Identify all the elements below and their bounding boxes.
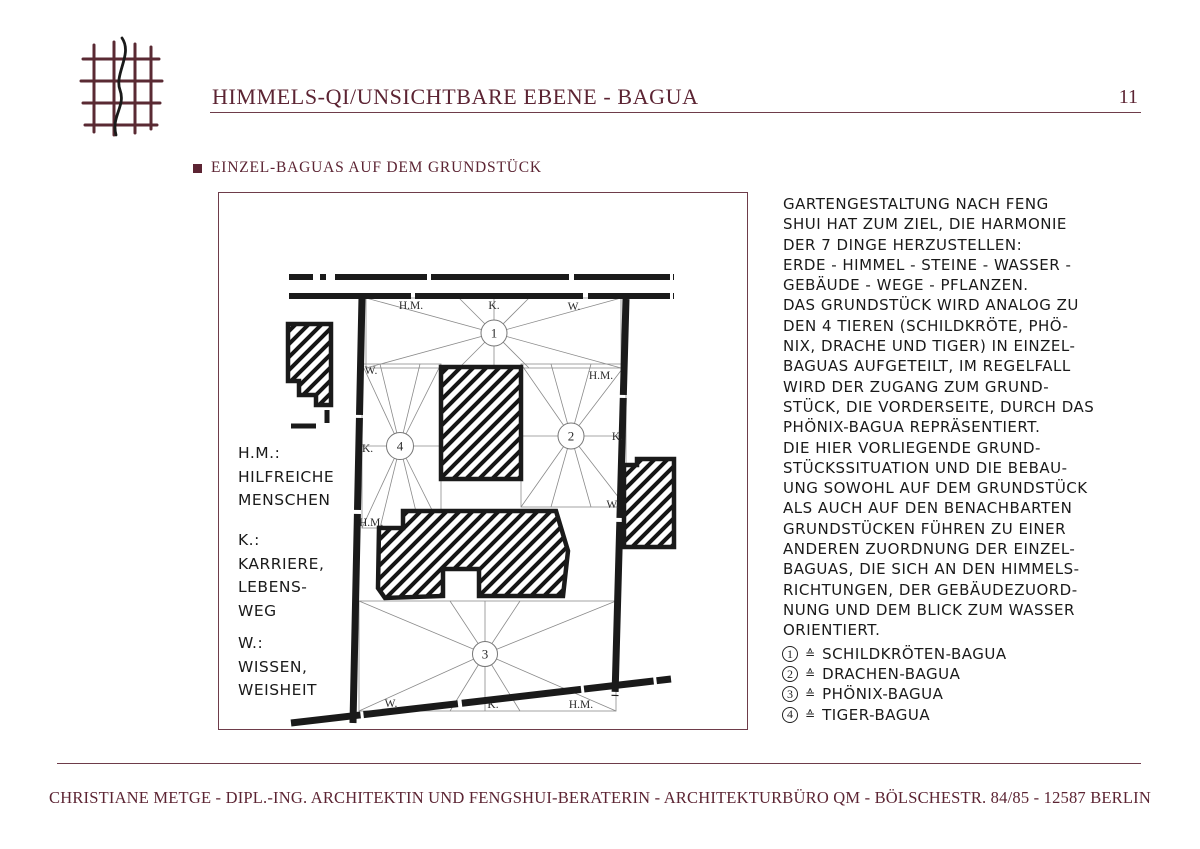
logo-s-curve [115, 38, 126, 135]
legend-label: PHÖNIX-BAGUA [822, 685, 944, 704]
building-right-neighbour [624, 459, 674, 547]
text-line: BAGUAS, DIE SICH AN DEN HIMMELS- [783, 560, 1080, 579]
title-rule [210, 112, 1141, 113]
text-line: ALS AUCH AUF DEN BENACHBARTEN [783, 499, 1073, 518]
abbr-meaning: LEBENS- [238, 578, 308, 596]
bagua-number-1: 1 [490, 325, 498, 341]
text-line: STÜCK, DIE VORDERSEITE, DURCH DAS [783, 397, 1095, 416]
b3-label-k: K. [487, 699, 499, 711]
b4-label-w: W. [364, 365, 378, 377]
b1-label-hm: H.M. [398, 300, 424, 312]
building-left-neighbour [288, 324, 331, 426]
street-bottom [291, 679, 671, 723]
text-line: GEBÄUDE - WEGE - PFLANZEN. [783, 276, 1029, 295]
circled-number: 2 [782, 666, 798, 682]
legend-item-3 [782, 684, 1154, 704]
section-heading-text: EINZEL-BAGUAS AUF DEM GRUNDSTÜCK [211, 159, 542, 176]
legend-label: TIGER-BAGUA [822, 705, 931, 724]
b4-label-hm: H.M. [359, 517, 384, 529]
abbr-group-w [238, 632, 317, 703]
footer-text: CHRISTIANE METGE - DIPL.-ING. ARCHITEKTIN UND FENGSHUI-BERATERIN - ARCHITEKTURBÜRO QM - BÖLSCHESTR. 84/85 - 12587 BERLIN [49, 788, 1151, 807]
bagua-number-3: 3 [481, 646, 489, 662]
bagua-number-4: 4 [396, 438, 404, 454]
text-line: SHUI HAT ZUM ZIEL, DIE HARMONIE [783, 215, 1067, 234]
page-number: 11 [1118, 86, 1138, 108]
text-line: UNG SOWOHL AUF DEM GRUNDSTÜCK [783, 479, 1088, 498]
abbr-group-k [238, 529, 324, 623]
legend-label: DRACHEN-BAGUA [822, 665, 961, 684]
bagua-legend [782, 644, 1154, 725]
legend-item-2 [782, 664, 1154, 684]
section-heading [193, 159, 542, 177]
body-text [783, 194, 1155, 641]
circled-number: 3 [782, 686, 798, 702]
b2-label-hm: H.M. [588, 370, 614, 382]
corresponds-icon: ≙ [805, 687, 816, 702]
text-line: NUNG UND DEM BLICK ZUM WASSER [783, 600, 1075, 619]
legend-label: SCHILDKRÖTEN-BAGUA [822, 645, 1007, 664]
abbr-meaning: WISSEN, [238, 657, 308, 676]
legend-item-4 [782, 705, 1154, 725]
grid-logo [78, 36, 170, 138]
building-main-house [378, 511, 568, 598]
text-line: DIE HIER VORLIEGENDE GRUND- [783, 438, 1041, 457]
bagua-number-2: 2 [567, 428, 575, 444]
text-line: NIX, DRACHE UND TIGER) IN EINZEL- [783, 337, 1076, 356]
text-line: ORIENTIERT. [783, 621, 881, 640]
text-line: DER 7 DINGE HERZUSTELLEN: [783, 235, 1023, 254]
abbr-meaning: HILFREICHE [238, 467, 335, 486]
text-line: DEN 4 TIEREN (SCHILDKRÖTE, PHÖ- [783, 316, 1069, 335]
logo-grid-lines [81, 42, 162, 135]
b2-label-w: W. [606, 499, 619, 511]
footer-rule [57, 763, 1141, 764]
text-line: RICHTUNGEN, DER GEBÄUDEZUORD- [783, 580, 1078, 599]
corresponds-icon: ≙ [805, 667, 816, 682]
b2-label-k: K. [611, 431, 623, 443]
b4-label-k: K. [362, 443, 374, 455]
text-line: PHÖNIX-BAGUA REPRÄSENTIERT. [783, 418, 1041, 437]
abbr: W.: [238, 634, 264, 652]
b1-label-k: K. [488, 300, 500, 312]
abbr-meaning: KARRIERE, [238, 554, 325, 573]
b3-label-w: W. [384, 698, 398, 710]
text-line: GARTENGESTALTUNG NACH FENG [783, 195, 1049, 213]
text-line: STÜCKSSITUATION UND DIE BEBAU- [783, 458, 1068, 477]
abbr-meaning: WEG [238, 601, 277, 620]
abbr-group-hm [238, 442, 334, 513]
text-line: GRUNDSTÜCKEN FÜHREN ZU EINER [783, 519, 1067, 538]
b3-label-hm: H.M. [568, 699, 594, 711]
text-line: BAGUAS AUFGETEILT, IM REGELFALL [783, 357, 1071, 376]
text-line: WIRD DER ZUGANG ZUM GRUND- [783, 377, 1050, 396]
circled-number: 4 [782, 707, 798, 723]
page-title: HIMMELS-QI/UNSICHTBARE EBENE - BAGUA [212, 84, 699, 109]
abbr-meaning: WEISHEIT [238, 681, 318, 699]
street-top [289, 277, 674, 296]
abbr: H.M.: [238, 444, 281, 462]
building-central [441, 367, 521, 479]
b1-label-w: W. [567, 301, 581, 313]
corresponds-icon: ≙ [805, 647, 816, 662]
text-line: ANDEREN ZUORDNUNG DER EINZEL- [783, 540, 1076, 559]
corresponds-icon: ≙ [805, 707, 816, 722]
abbr-meaning: MENSCHEN [238, 491, 331, 509]
circled-number: 1 [782, 646, 798, 662]
text-line: DAS GRUNDSTÜCK WIRD ANALOG ZU [783, 296, 1079, 315]
legend-item-1 [782, 644, 1154, 664]
text-line: ERDE - HIMMEL - STEINE - WASSER - [783, 255, 1072, 274]
site-plan-frame [218, 192, 748, 730]
square-bullet-icon [193, 164, 202, 173]
abbr: K.: [238, 531, 260, 549]
